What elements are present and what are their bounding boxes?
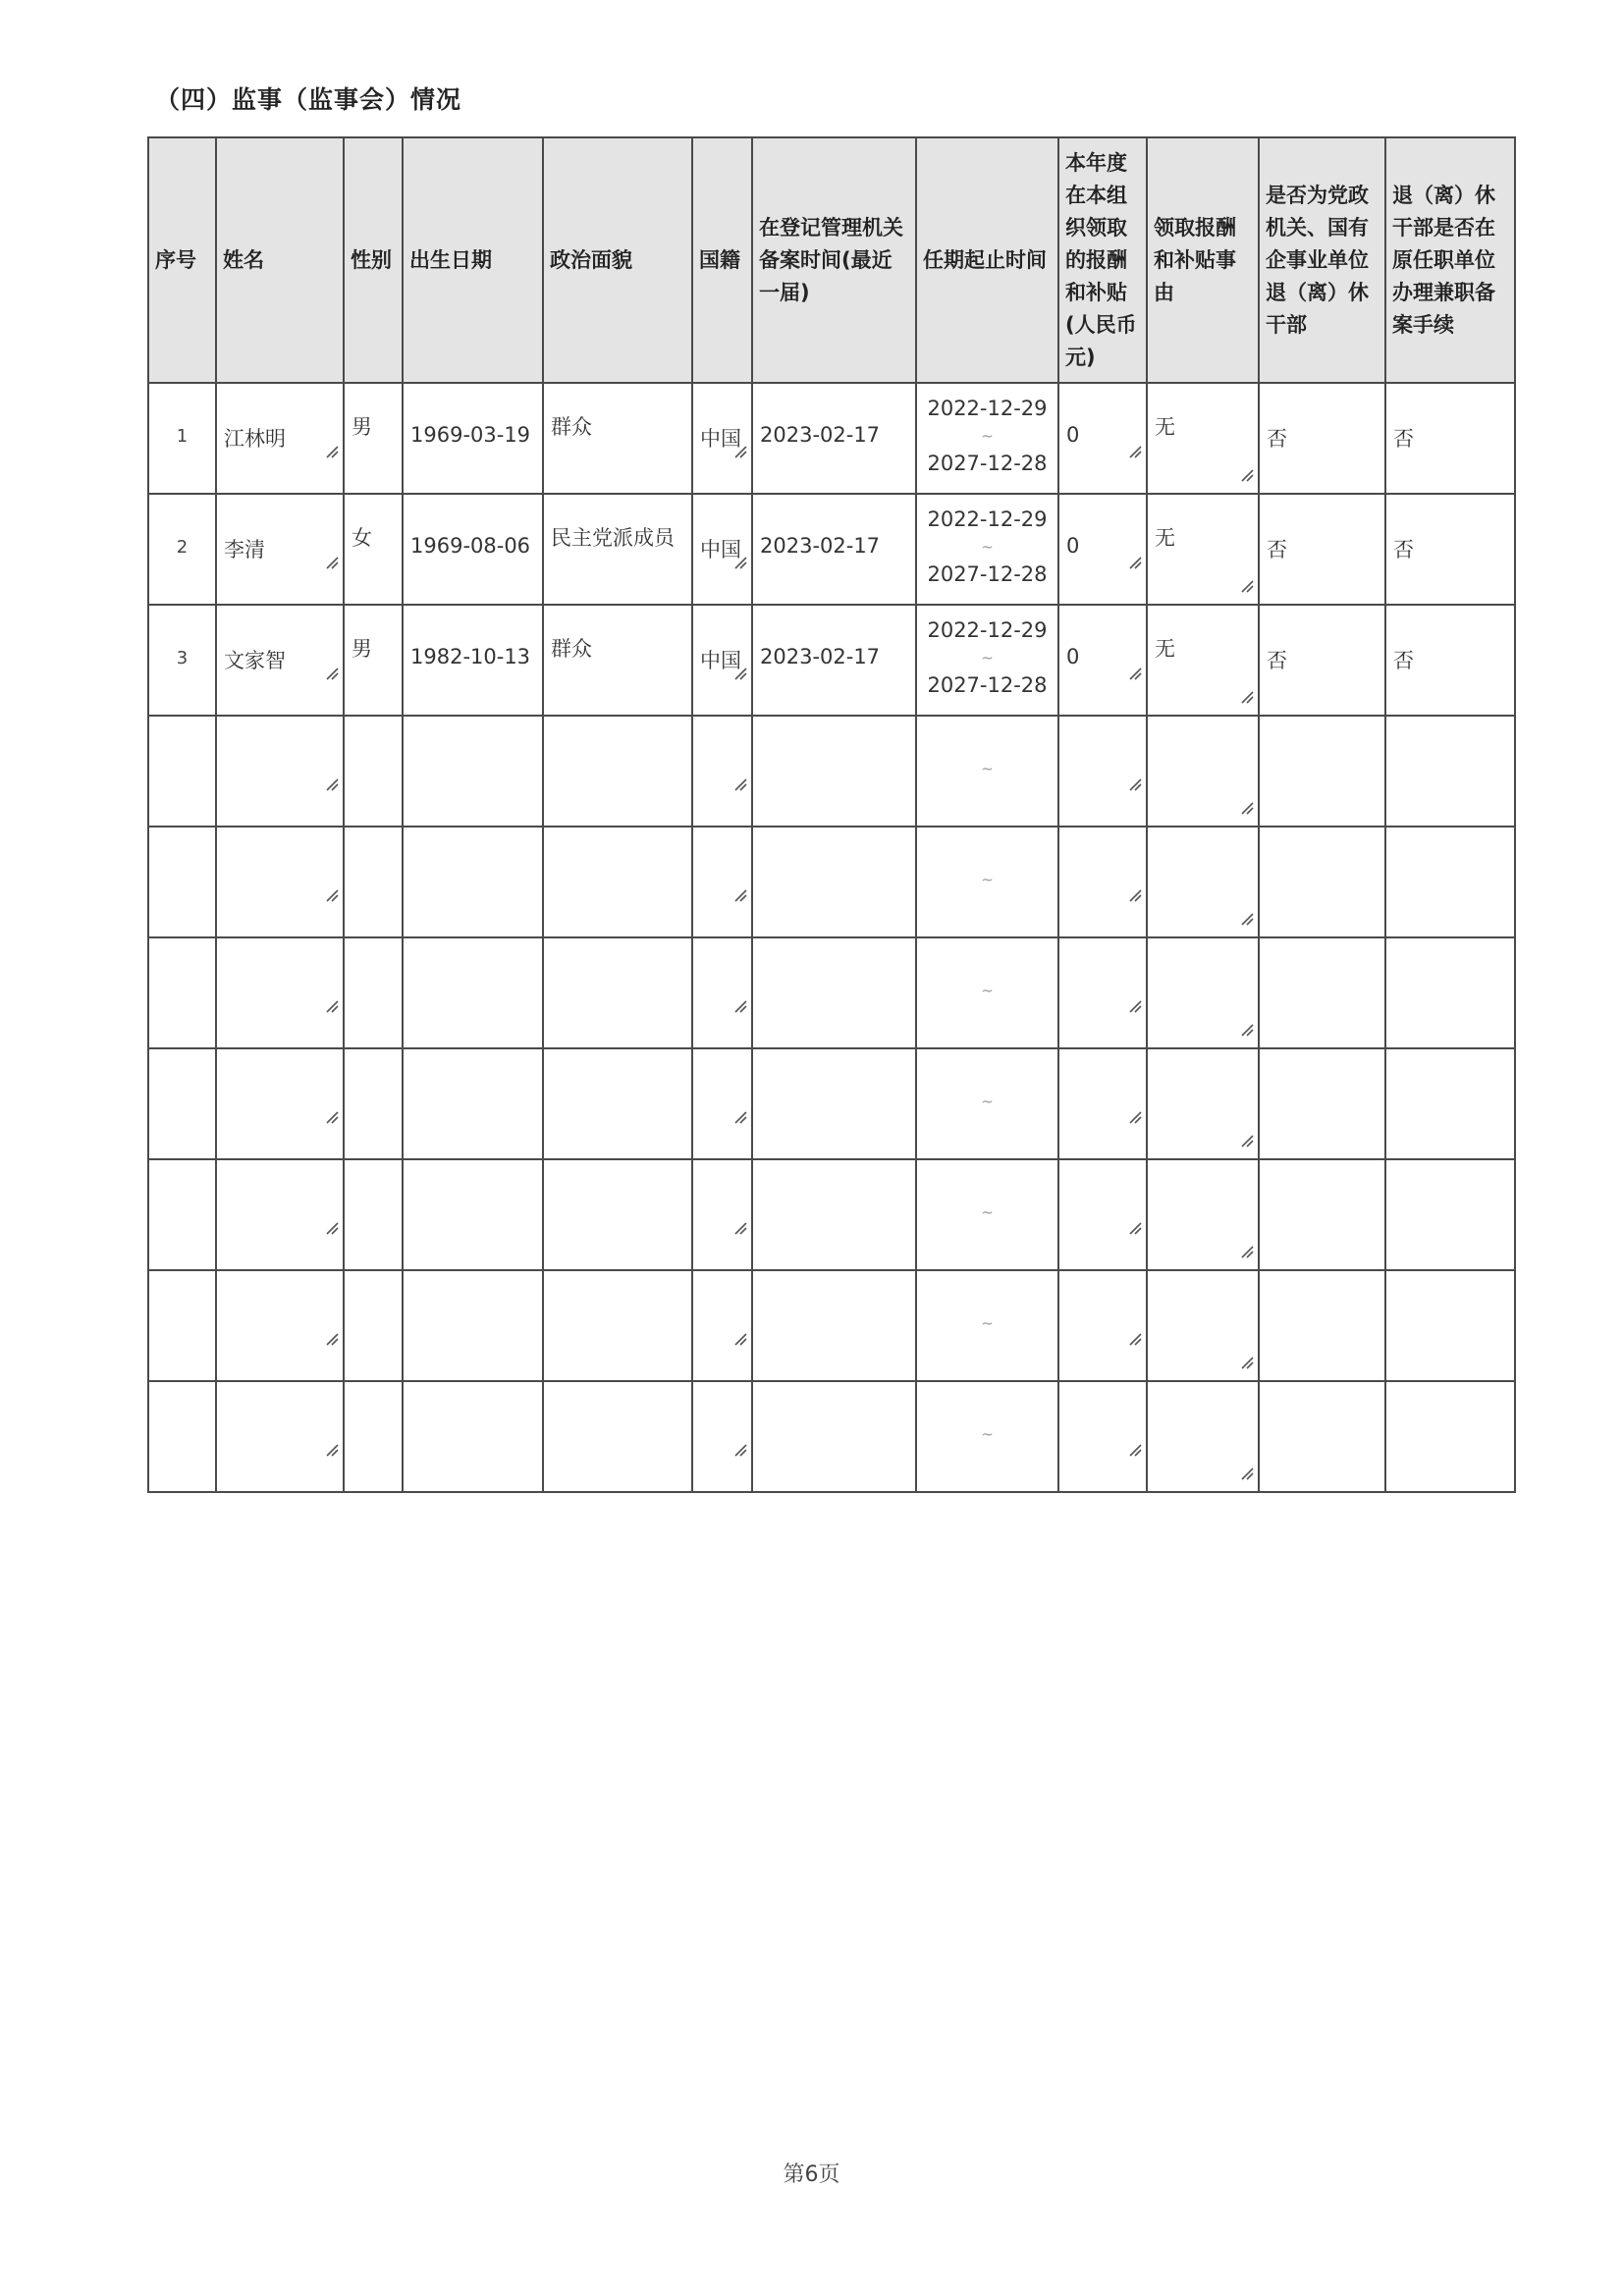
nationality-value: 中国 [700, 427, 741, 451]
column-header: 是否为党政机关、国有企事业单位退（离）休干部 [1259, 137, 1385, 383]
birth-date-cell [403, 716, 543, 827]
part-time-filing-cell [1385, 1270, 1515, 1381]
column-header: 退（离）休干部是否在原任职单位办理兼职备案手续 [1385, 137, 1515, 383]
term-start: 2022-12-29 [927, 507, 1048, 531]
pay-field[interactable] [1058, 1048, 1147, 1159]
nationality-field[interactable] [692, 1048, 752, 1159]
row-number-cell [148, 827, 216, 937]
column-header: 序号 [148, 137, 216, 383]
resize-handle-icon[interactable] [324, 555, 340, 570]
row-number: 1 [176, 426, 189, 447]
retired-cell [1259, 1381, 1385, 1492]
gender-cell [344, 827, 403, 937]
resize-handle-icon[interactable] [732, 776, 748, 792]
column-header: 性别 [344, 137, 403, 383]
resize-handle-icon[interactable] [1239, 689, 1255, 705]
gender-cell [344, 1381, 403, 1492]
gender-cell [344, 716, 403, 827]
resize-handle-icon[interactable] [1239, 467, 1255, 483]
nationality-field[interactable] [692, 1270, 752, 1381]
row-number-cell [148, 494, 216, 605]
gender-cell [344, 605, 403, 716]
birth-date-cell [403, 1048, 543, 1159]
name-field[interactable] [216, 1048, 344, 1159]
birth-date-cell [403, 827, 543, 937]
name-value: 江林明 [224, 427, 286, 451]
pay-reason-field[interactable] [1147, 937, 1259, 1048]
political-status-cell [543, 1048, 692, 1159]
retired-value: 否 [1267, 649, 1287, 672]
political-status-cell [543, 605, 692, 716]
pay-field[interactable] [1058, 605, 1147, 716]
resize-handle-icon[interactable] [1127, 1442, 1143, 1458]
filing-date-cell [752, 1048, 916, 1159]
name-field[interactable] [216, 716, 344, 827]
nationality-value: 中国 [700, 538, 741, 561]
political-status-cell [543, 716, 692, 827]
birth-date-cell [403, 383, 543, 494]
pay-reason-field[interactable] [1147, 1159, 1259, 1270]
name-value: 李清 [224, 538, 265, 561]
part-time-filing-cell [1385, 827, 1515, 937]
name-field[interactable] [216, 1270, 344, 1381]
page-number: 第6页 [783, 2163, 840, 2187]
pay-field[interactable] [1058, 1270, 1147, 1381]
name-field[interactable] [216, 605, 344, 716]
pay-field[interactable] [1058, 383, 1147, 494]
name-field[interactable] [216, 383, 344, 494]
retired-cell [1259, 1270, 1385, 1381]
column-header: 任期起止时间 [916, 137, 1058, 383]
resize-handle-icon[interactable] [732, 555, 748, 570]
table-row [148, 827, 1515, 937]
column-header: 领取报酬和补贴事由 [1147, 137, 1259, 383]
gender-cell [344, 1048, 403, 1159]
term-separator: ~ [981, 1425, 994, 1443]
term-separator: ~ [981, 427, 994, 445]
resize-handle-icon[interactable] [324, 1220, 340, 1236]
resize-handle-icon[interactable] [1127, 998, 1143, 1014]
term-separator: ~ [981, 1314, 994, 1332]
nationality-field[interactable] [692, 827, 752, 937]
political-status-cell [543, 383, 692, 494]
term-separator: ~ [981, 982, 994, 999]
pay-reason-field[interactable] [1147, 494, 1259, 605]
part-time-filing-cell [1385, 605, 1515, 716]
resize-handle-icon[interactable] [1239, 1022, 1255, 1038]
name-field[interactable] [216, 827, 344, 937]
table-row [148, 1159, 1515, 1270]
political-status-value: 群众 [551, 415, 592, 439]
pay-field[interactable] [1058, 937, 1147, 1048]
birth-date-value: 1969-03-19 [410, 423, 531, 447]
resize-handle-icon[interactable] [324, 444, 340, 459]
nationality-field[interactable] [692, 605, 752, 716]
pay-reason-value: 无 [1155, 637, 1175, 661]
resize-handle-icon[interactable] [324, 666, 340, 681]
part-time-filing-cell [1385, 1381, 1515, 1492]
retired-value: 否 [1267, 427, 1287, 451]
resize-handle-icon[interactable] [1239, 1244, 1255, 1259]
nationality-field[interactable] [692, 494, 752, 605]
table-row [148, 1381, 1515, 1492]
part-time-filing-value: 否 [1393, 649, 1414, 672]
part-time-filing-cell [1385, 1048, 1515, 1159]
gender-cell [344, 937, 403, 1048]
resize-handle-icon[interactable] [324, 1331, 340, 1347]
resize-handle-icon[interactable] [1127, 444, 1143, 459]
pay-reason-field[interactable] [1147, 1270, 1259, 1381]
term-separator: ~ [981, 760, 994, 777]
term-end: 2027-12-28 [927, 673, 1048, 697]
gender-cell [344, 383, 403, 494]
birth-date-value: 1982-10-13 [410, 645, 531, 668]
resize-handle-icon[interactable] [732, 1331, 748, 1347]
resize-handle-icon[interactable] [732, 444, 748, 459]
resize-handle-icon[interactable] [1127, 887, 1143, 903]
part-time-filing-cell [1385, 1159, 1515, 1270]
retired-cell [1259, 937, 1385, 1048]
table-row [148, 1048, 1515, 1159]
resize-handle-icon[interactable] [1127, 1331, 1143, 1347]
filing-date-cell [752, 1159, 916, 1270]
name-field[interactable] [216, 1381, 344, 1492]
row-number-cell [148, 1381, 216, 1492]
term-cell [916, 1159, 1058, 1270]
filing-date-value: 2023-02-17 [760, 645, 881, 668]
pay-reason-field[interactable] [1147, 716, 1259, 827]
name-field[interactable] [216, 1159, 344, 1270]
resize-handle-icon[interactable] [1239, 1355, 1255, 1370]
table-row [148, 383, 1515, 494]
nationality-field[interactable] [692, 937, 752, 1048]
term-start: 2022-12-29 [927, 397, 1048, 420]
political-status-cell [543, 1381, 692, 1492]
part-time-filing-cell [1385, 716, 1515, 827]
resize-handle-icon[interactable] [732, 1109, 748, 1125]
nationality-field[interactable] [692, 1381, 752, 1492]
resize-handle-icon[interactable] [1127, 555, 1143, 570]
term-cell [916, 937, 1058, 1048]
name-value: 文家智 [224, 649, 286, 672]
column-header: 政治面貌 [543, 137, 692, 383]
pay-field[interactable] [1058, 827, 1147, 937]
term-separator: ~ [981, 1093, 994, 1110]
pay-reason-field[interactable] [1147, 1048, 1259, 1159]
section-title: （四）监事（监事会）情况 [155, 85, 462, 114]
table-header-row [148, 137, 1515, 383]
resize-handle-icon[interactable] [1239, 1133, 1255, 1148]
nationality-field[interactable] [692, 1159, 752, 1270]
nationality-field[interactable] [692, 383, 752, 494]
retired-cell [1259, 1159, 1385, 1270]
term-cell [916, 605, 1058, 716]
political-status-cell [543, 937, 692, 1048]
term-separator: ~ [981, 871, 994, 888]
part-time-filing-cell [1385, 937, 1515, 1048]
resize-handle-icon[interactable] [1239, 1466, 1255, 1481]
supervisors-table [147, 136, 1516, 1493]
birth-date-cell [403, 937, 543, 1048]
term-separator: ~ [981, 649, 994, 667]
resize-handle-icon[interactable] [324, 887, 340, 903]
table-row [148, 494, 1515, 605]
term-cell [916, 1048, 1058, 1159]
retired-cell [1259, 605, 1385, 716]
political-status-cell [543, 494, 692, 605]
part-time-filing-cell [1385, 494, 1515, 605]
pay-field[interactable] [1058, 1159, 1147, 1270]
filing-date-cell [752, 937, 916, 1048]
resize-handle-icon[interactable] [732, 1220, 748, 1236]
column-header: 出生日期 [403, 137, 543, 383]
row-number-cell [148, 1159, 216, 1270]
gender-value: 男 [352, 637, 372, 661]
retired-cell [1259, 494, 1385, 605]
resize-handle-icon[interactable] [1239, 800, 1255, 816]
birth-date-cell [403, 1159, 543, 1270]
filing-date-cell [752, 1270, 916, 1381]
political-status-cell [543, 1159, 692, 1270]
pay-value: 0 [1066, 534, 1080, 558]
pay-field[interactable] [1058, 494, 1147, 605]
row-number-cell [148, 383, 216, 494]
filing-date-cell [752, 383, 916, 494]
filing-date-cell [752, 1381, 916, 1492]
resize-handle-icon[interactable] [1127, 776, 1143, 792]
resize-handle-icon[interactable] [732, 1442, 748, 1458]
gender-cell [344, 1159, 403, 1270]
term-separator: ~ [981, 1203, 994, 1221]
nationality-value: 中国 [700, 649, 741, 672]
birth-date-value: 1969-08-06 [410, 534, 531, 558]
birth-date-cell [403, 1381, 543, 1492]
row-number-cell [148, 1270, 216, 1381]
table-row [148, 716, 1515, 827]
birth-date-cell [403, 494, 543, 605]
resize-handle-icon[interactable] [732, 887, 748, 903]
table-row [148, 1270, 1515, 1381]
resize-handle-icon[interactable] [324, 1109, 340, 1125]
retired-cell [1259, 716, 1385, 827]
filing-date-value: 2023-02-17 [760, 423, 881, 447]
table-row [148, 605, 1515, 716]
row-number: 2 [176, 537, 189, 558]
term-cell [916, 1270, 1058, 1381]
pay-field[interactable] [1058, 716, 1147, 827]
retired-cell [1259, 383, 1385, 494]
pay-reason-field[interactable] [1147, 827, 1259, 937]
resize-handle-icon[interactable] [1239, 911, 1255, 927]
pay-value: 0 [1066, 423, 1080, 447]
political-status-cell [543, 827, 692, 937]
term-cell [916, 1381, 1058, 1492]
column-header: 在登记管理机关备案时间(最近一届) [752, 137, 916, 383]
filing-date-cell [752, 605, 916, 716]
resize-handle-icon[interactable] [732, 998, 748, 1014]
pay-reason-value: 无 [1155, 526, 1175, 550]
term-cell [916, 494, 1058, 605]
term-cell [916, 827, 1058, 937]
resize-handle-icon[interactable] [1239, 578, 1255, 594]
gender-value: 女 [352, 526, 372, 550]
retired-cell [1259, 827, 1385, 937]
nationality-field[interactable] [692, 716, 752, 827]
birth-date-cell [403, 605, 543, 716]
resize-handle-icon[interactable] [1127, 666, 1143, 681]
name-field[interactable] [216, 494, 344, 605]
term-cell [916, 716, 1058, 827]
pay-reason-value: 无 [1155, 415, 1175, 439]
filing-date-cell [752, 716, 916, 827]
term-end: 2027-12-28 [927, 452, 1048, 475]
part-time-filing-value: 否 [1393, 538, 1414, 561]
resize-handle-icon[interactable] [324, 1442, 340, 1458]
pay-value: 0 [1066, 645, 1080, 668]
resize-handle-icon[interactable] [324, 998, 340, 1014]
filing-date-value: 2023-02-17 [760, 534, 881, 558]
resize-handle-icon[interactable] [732, 666, 748, 681]
pay-reason-field[interactable] [1147, 1381, 1259, 1492]
term-cell [916, 383, 1058, 494]
political-status-value: 民主党派成员 [551, 526, 675, 550]
row-number-cell [148, 605, 216, 716]
table-row [148, 937, 1515, 1048]
part-time-filing-cell [1385, 383, 1515, 494]
part-time-filing-value: 否 [1393, 427, 1414, 451]
name-field[interactable] [216, 937, 344, 1048]
column-header: 姓名 [216, 137, 344, 383]
term-separator: ~ [981, 538, 994, 556]
political-status-cell [543, 1270, 692, 1381]
row-number-cell [148, 716, 216, 827]
retired-value: 否 [1267, 538, 1287, 561]
column-header: 国籍 [692, 137, 752, 383]
row-number-cell [148, 1048, 216, 1159]
resize-handle-icon[interactable] [324, 776, 340, 792]
filing-date-cell [752, 827, 916, 937]
political-status-value: 群众 [551, 637, 592, 661]
column-header: 本年度在本组织领取的报酬和补贴(人民币元) [1058, 137, 1147, 383]
resize-handle-icon[interactable] [1127, 1109, 1143, 1125]
filing-date-cell [752, 494, 916, 605]
pay-reason-field[interactable] [1147, 605, 1259, 716]
row-number: 3 [176, 648, 189, 668]
birth-date-cell [403, 1270, 543, 1381]
term-start: 2022-12-29 [927, 618, 1048, 642]
gender-value: 男 [352, 415, 372, 439]
resize-handle-icon[interactable] [1127, 1220, 1143, 1236]
term-end: 2027-12-28 [927, 562, 1048, 586]
pay-field[interactable] [1058, 1381, 1147, 1492]
pay-reason-field[interactable] [1147, 383, 1259, 494]
gender-cell [344, 1270, 403, 1381]
row-number-cell [148, 937, 216, 1048]
retired-cell [1259, 1048, 1385, 1159]
gender-cell [344, 494, 403, 605]
